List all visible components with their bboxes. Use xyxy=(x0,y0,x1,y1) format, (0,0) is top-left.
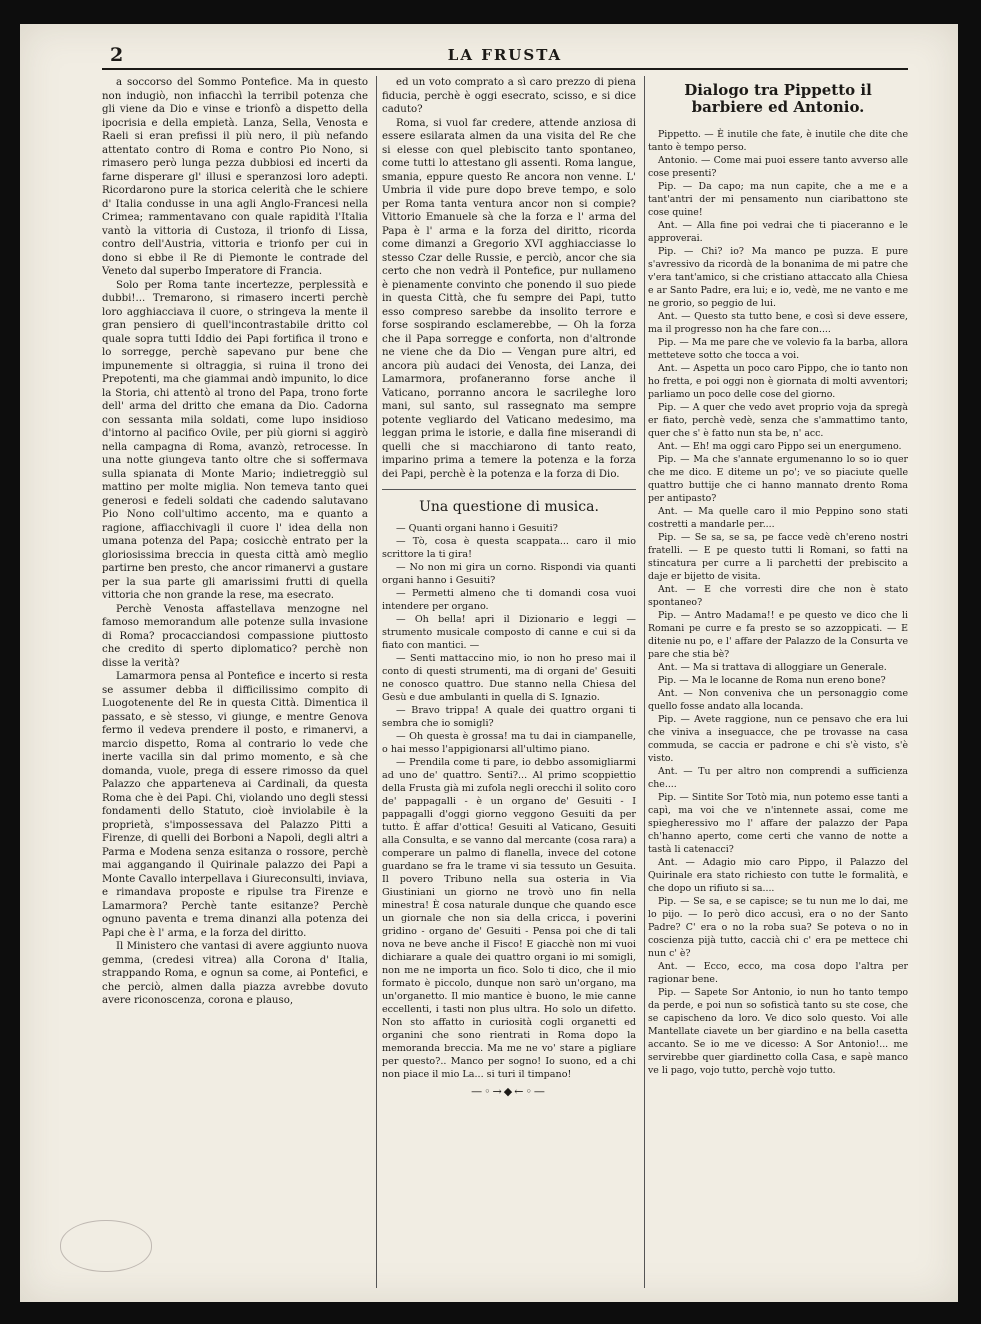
dialogue-line: — Senti mattaccino mio, io non ho preso mai il conto di questi strumenti, ma di organi de' Gesuiti ne conosco quattro. Due stanno nella Chiesa del Gesù e due ambulanti in quella di S. Ignazio. xyxy=(382,653,636,703)
dialogue-line: Ant. — Adagio mio caro Pippo, il Palazzo del Quirinale era stato richiesto con tutte le formalità, e che dopo un rifiuto si sa.... xyxy=(648,857,908,894)
page-header xyxy=(102,44,908,70)
dialogue-line: Antonio. — Come mai puoi essere tanto avverso alle cose presenti? xyxy=(648,155,908,179)
dialogue-line: Pip. — Ma che s'annate ergumenanno lo so io quer che me dico. E diteme un po'; ve so piaciute quelle quattro buttije che ci hanno mannato drento Roma per antipasto? xyxy=(648,454,908,504)
page-number: 2 xyxy=(110,44,124,66)
dialogue-line: Pip. — Da capo; ma nun capite, che a me e a tant'antri der mi pensamento nun ciaribattono ste cose quine! xyxy=(648,181,908,218)
dialogue-line: Ant. — Ecco, ecco, ma cosa dopo l'altra per ragionar bene. xyxy=(648,961,908,985)
dialogue-line: Ant. — Tu per altro non comprendi a sufficienza che.... xyxy=(648,766,908,790)
dialogue-line: — Tò, cosa è questa scappata... caro il mio scrittore la ti gira! xyxy=(382,536,636,560)
dialogue-line: Pip. — Ma le locanne de Roma nun ereno bone? xyxy=(658,675,886,686)
dialogue-line: — Quanti organi hanno i Gesuiti? xyxy=(396,523,558,534)
dialogue-line: Pip. — Avete raggione, nun ce pensavo che era lui che viniva a inseguacce, che pe trovasse na casa commuda, se caccia er padrone e chi s'è visto, s'è visto. xyxy=(648,714,908,764)
dialogue-line: Pip. — A quer che vedo avet proprio voja da spregà er fiato, perchè vedè, senza che s'ammattimo tanto, quer che s' è fatto nun sta be, n' acc. xyxy=(648,402,908,439)
column-left xyxy=(102,76,377,1288)
dialogue-line: Ant. — Aspetta un poco caro Pippo, che io tanto non ho fretta, e poi oggi non è giornata di molti avventori; parliamo un poco delle cose del giorno. xyxy=(648,363,908,400)
dialogue-line: Pip. — Se sa, se sa, pe facce vedè ch'ereno nostri fratelli. — E pe questo tutti li Romani, so fatti na stincatura per curre a li parchetti der prebiscito a daje er bijetto de visita. xyxy=(648,532,908,582)
dialogue-line: Ant. — Ma si trattava di alloggiare un Generale. xyxy=(658,662,887,673)
column-right xyxy=(648,76,908,1288)
dialogue-line: Pip. — Sintite Sor Totò mia, nun potemo esse tanti a capì, ma voi che ve n'intennete assai, come me spiegheressivo mo l' affare der palazzo der Papa ch'hanno aperto, come certi che vanno de notte a tastà li catenacci? xyxy=(648,792,908,855)
dialogue-line: — Oh bella! apri il Dizionario e leggi — strumento musicale composto di canne e cui si da fiato con mantici. — xyxy=(382,614,636,651)
paragraph: ed un voto comprato a sì caro prezzo di piena fiducia, perchè è oggi esecrato, scisso, e si dice caduto? xyxy=(382,77,636,115)
newspaper-page xyxy=(20,24,958,1302)
paragraph: Perchè Venosta affastellava menzogne nel famoso memorandum alle potenze sulla invasione di Roma? procacciandosi compassione piuttosto che credito di sperto diplomatico? perchè non disse la verità? xyxy=(102,603,368,669)
paragraph: Lamarmora pensa al Pontefice e incerto si resta se assumer debba il difficilissimo compito di Luogotenente del Re in questa Città. Dimentica il passato, e sè stesso, vi giunge, e mentre Genova fermo il vedeva prendere il posto, e rimanervi, a marcio dispetto, Roma al contrario lo vede che inerte vacilla sin dal primo momento, e sà che domanda, vuole, prega di essere rimosso da quel Palazzo che apparteneva ai Cardinali, da questa Roma che è dei Papi. Chi, violando uno degli stessi fondamenti dello Statuto, cioè inviolabile è la proprietà, s'impossessava del Palazzo Pitti a Firenze, di quelli dei Borboni a Napoli, degli altri a Parma e Modena senza esitanza o rossore, perchè mai aggangando il Quirinale palazzo dei Papi a Monte Cavallo interpellava i Giureconsulti, inviava, e rimandava proposte e ripulse tra Firenze e Lamarmora? Perchè tante esitanze? Perchè ognuno paventa e trema dinanzi alla potenza dei Papi che è l' arma, e la forza del diritto. xyxy=(102,671,368,939)
dialogue-line: Ant. — Non conveniva che un personaggio come quello fosse andato alla locanda. xyxy=(648,688,908,712)
dialogue-line: Ant. — E che vorresti dire che non è stato spontaneo? xyxy=(648,584,908,608)
paragraph: a soccorso del Sommo Pontefice. Ma in questo non indugiò, non infiacchì la terribil potenza che gli viene da Dio e vinse e trionfò a dispetto della ipocrisia e della empietà. Lanza, Sella, Venosta e Raeli si eran prefissi il più nero, il più nefando attentato contro di Roma e contro Pio Nono, si rimasero però lunga pezza dubbiosi ed incerti da farne disperare gl' illusi e speranzosi loro adepti. Ricordarono pure la storica celerità che le schiere d' Italia condusse in una agli Anglo-Francesi nella Crimea; rammentavano con quale rapidità l'Italia vantò la vittoria di Custoza, il trionfo di Lissa, contro dell'Austria, vittoria e trionfo per cui in dono si ebbe il Re di Piemonte le contrade del Veneto dal superbo Imperatore di Francia. xyxy=(102,77,368,277)
dialogue-title: Dialogo tra Pippetto il barbiere ed Antonio. xyxy=(684,81,872,116)
dialogue-line: — Bravo trippa! A quale dei quattro organi ti sembra che io somigli? xyxy=(382,705,636,729)
dialogue-line: Ant. — Questo sta tutto bene, e così si deve essere, ma il progresso non ha che fare con.... xyxy=(648,311,908,335)
dialogue-line: Pip. — Sapete Sor Antonio, io nun ho tanto tempo da perde, e poi nun so sofisticà tanto su ste cose, che se capischeno da loro. Ve dico solo questo. Voi alle Mantellate ciavete un ber giardino e na bella casetta accanto. Se io me ve dicesso: A Sor Antonio!... me servirebbe quer giardinetto colla Casa, e sapè manco ve li pago, vojo tutto, perchè vojo tutto. xyxy=(648,987,908,1076)
music-article xyxy=(382,522,636,1081)
dialogue-line: Pip. — Antro Madama!! e pe questo ve dico che li Romani pe curre e fa presto se so azzoppicati. — E ditenie nu po, e l' affare der Palazzo de la Consurta ve pare che stia bè? xyxy=(648,610,908,660)
section-title-music: Una questione di musica. xyxy=(419,499,599,515)
column-middle xyxy=(382,76,645,1288)
dialogue-article xyxy=(648,128,908,1077)
masthead: LA FRUSTA xyxy=(447,46,563,64)
ornament: —◦→◆←◦— xyxy=(471,1085,547,1098)
library-stamp xyxy=(60,1220,152,1272)
dialogue-line: — Permetti almeno che ti domandi cosa vuoi intendere per organo. xyxy=(382,588,636,612)
section-divider xyxy=(382,489,636,490)
dialogue-line: — Prendila come ti pare, io debbo assomigliarmi ad uno de' quattro. Senti?... Al primo scoppiettio della Frusta già mi zufola negli orecchi il solito coro de' pappagalli - è un organo de' Gesuiti - I pappagalli d'oggi giorno veggono Gesuiti da per tutto. È affar d'ottica! Gesuiti al Vaticano, Gesuiti alla Consulta, e se vanno dal mercante (cosa rara) a comperare un palmo di flanella, invece del cotone guardano se fra le trame vi sia tessuto un Gesuita. Il povero Tribuno nella sua osteria in Via Giustiniani un giorno ne trovò uno fin nella minestra! È cosa naturale dunque che quando esce un giornale che non sia della cricca, i poverini gridino - organo de' Gesuiti - Pensa poi che di tali nova ne beve anche il Fisco! E giacchè non mi vuoi dichiarare a quale dei quattro organi io mi somigli, non me ne importa un fico. Solo ti dico, che il mio formato è piccolo, dunque non sarò un'organo, ma un'organetto. Il mio mantice è buono, le mie canne eccellenti, i tasti non plus ultra. Ho solo un difetto. Non sto affatto in curiosità cogli organetti ed organini che sono rientrati in Roma dopo la memoranda breccia. Ma me ne vo' stare a pigliare per questo?.. Manco per sogno! Io suono, ed a chi non piace il mio La... si turi il timpano! xyxy=(382,757,636,1080)
dialogue-line: — Oh questa è grossa! ma tu dai in ciampanelle, o hai messo l'appigionarsi all'ultimo piano. xyxy=(382,731,636,755)
paragraph: Solo per Roma tante incertezze, perplessità e dubbi!... Tremarono, si rimasero incerti perchè loro agghiacciava il cuore, o stringeva la mente il gran pensiero di quell'incontrastabile dritto col quale sopra tutti Iddio dei Papi fortifica il trono e lo sorregge, perchè sapevano pur bene che impunemente si oltraggia, si ruina il trono dei Prepotenti, ma che giammai andò impunito, lo dice la Storia, chi attentò al trono del Papa, trono forte dell' arma del dritto che emana da Dio. Cadorna con sessanta mila soldati, come lupo insidioso d'intorno al pacifico Ovile, per più giorni si aggirò nella campagna di Roma, avanzò, retrocesse. In una notte giungeva tanto oltre che si soffermava sulla spianata di Monte Mario; indietreggiò sul mattino per molte miglia. Non temeva tanto quei generosi e fedeli soldati che cadendo salutavano Pio Nono coll'ultimo accento, ma e quanto a ragione, affiacchivagli il cuore l' idea della non umana potenza del Papa; cosicchè entrato per la gloriosissima breccia in questa città amò meglio partirne ben presto, che ancor rimanervi a gustare per la sua parte gli amarissimi frutti di quella vittoria che non grande la rese, ma esecrato. xyxy=(102,279,368,601)
dialogue-line: Pip. — Ma me pare che ve volevio fa la barba, allora metteteve sotto che tocca a voi. xyxy=(648,337,908,361)
dialogue-line: Ant. — Ma quelle caro il mio Peppino sono stati costretti a mandarle per.... xyxy=(648,506,908,530)
paragraph: Roma, si vuol far credere, attende anziosa di essere esilarata almen da una visita del Re che si elesse con quel plebiscito tanto spontaneo, come tutti lo attestano gli assenti. Roma langue, smania, eppure questo Re ancora non venne. L' Umbria il vide pure dopo breve tempo, e solo per Roma tanta ventura ancor non si compie? Vittorio Emanuele sà che la forza e l' arma del Papa è l' arma e la forza del diritto, ricorda come dimanzi a Gregorio XVI agghiacciasse lo stesso Czar delle Russie, e perciò, ancor che sia certo che non vedrà il Pontefice, pur nullameno è pienamente convinto che ponendo il suo piede in questa Città, che fu sempre dei Papi, tutto esso compreso sarebbe da insolito terrore e forse sospirando esclamerebbe, — Oh la forza che il Papa sorregge e conforta, non d'altronde ne viene che da Dio — Vengan pure altri, ed ancora più audaci dei Venosta, dei Lanza, dei Lamarmora, profaneranno forse anche il Vaticano, porranno ancora le sacrileghe loro mani, sul santo, sul rassegnato ma sempre potente vegliardo del Vaticano medesimo, ma leggan prima le istorie, e dalla fine miserandi di quelli che si macchiarono di tanto reato, imparino prima a temere la potenza e la forza dei Papi, perchè è la potenza e la forza di Dio. xyxy=(382,117,636,480)
dialogue-line: Ant. — Eh! ma oggi caro Pippo sei un energumeno. xyxy=(658,441,902,452)
dialogue-line: Pip. — Chi? io? Ma manco pe puzza. E pure s'avressivo da ricordà de la bonanima de mi patre che v'era tant'amico, si che cristiano attaccato alla Chiesa e ar Santo Padre, era lui; e io, vedè, me ne vanto e me ne grorio, so peggio de lui. xyxy=(648,246,908,309)
dialogue-line: Ant. — Alla fine poi vedrai che ti piaceranno e le approverai. xyxy=(648,220,908,244)
paragraph: Il Ministero che vantasi di avere aggiunto nuova gemma, (credesi vitrea) alla Corona d' Italia, strappando Roma, e ognun sa come, ai Pontefici, e che perciò, almen dalla piazza avrebbe dovuto avere riconoscenza, corona e plauso, xyxy=(102,941,368,1006)
dialogue-line: Pip. — Se sa, e se capisce; se tu nun me lo dai, me lo pijo. — Io però dico accusì, era o no der Santo Padre? C' era o no la roba sua? Se poteva o no in coscienza pijà tutto, caccià chi c' era pe mettece chi nun c' è? xyxy=(648,896,908,959)
dialogue-line: Pippetto. — È inutile che fate, è inutile che dite che tanto è tempo perso. xyxy=(648,129,908,153)
dialogue-line: — No non mi gira un corno. Rispondi via quanti organi hanno i Gesuiti? xyxy=(382,562,636,586)
